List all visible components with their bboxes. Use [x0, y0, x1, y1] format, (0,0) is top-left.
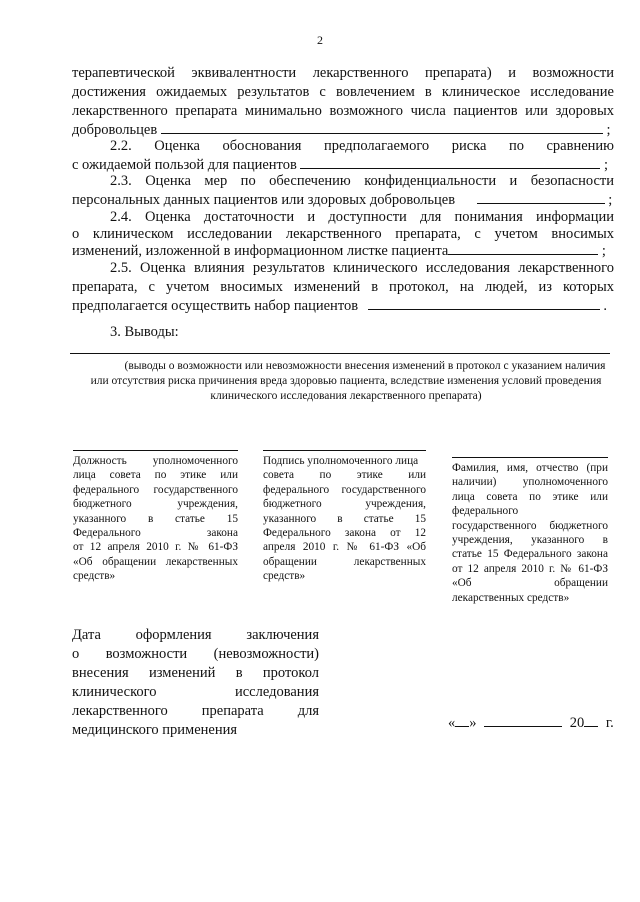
fill-blank — [300, 156, 600, 169]
body-line: лекарственного препарата минимально возможного числа пациентов или здоровых — [72, 103, 614, 119]
signature-col-position: Должность уполномоченного лица совета по этике или федерального государственного бюджетного учреждения, указанного в статье 15 Федерального закона от 12 апреля 2010 г. № 61-ФЗ «Об обращении лекарственных средств» — [73, 450, 238, 584]
body-line: 2.5. Оценка влияния результатов клинического исследования лекарственного — [110, 260, 614, 276]
body-line: предполагается осуществить набор пациентов . — [72, 298, 607, 314]
year-blank — [584, 714, 598, 727]
conclusions-line — [70, 353, 610, 354]
fill-blank — [477, 191, 605, 204]
date-label-line: Дата оформления заключения — [72, 627, 319, 643]
body-line: 2.2. Оценка обоснования предполагаемого риска по сравнению — [110, 138, 614, 154]
body-line: 2.3. Оценка мер по обеспечению конфиденциальности и безопасности — [110, 173, 614, 189]
body-line: изменений, изложенной в информационном листке пациента ; — [72, 243, 606, 259]
conclusions-note-line: или отсутствия риска причинения вреда здоровью пациента, вследствие изменения условий проведения — [90, 375, 602, 387]
date-label-line: клинического исследования — [72, 684, 319, 700]
page-number: 2 — [317, 33, 323, 47]
section-heading: 3. Выводы: — [110, 324, 179, 340]
body-line: добровольцев ; — [72, 122, 611, 138]
signature-col-signature: Подпись уполномоченного лица совета по этике или федерального государственного бюджетного учреждения, указанного в статье 15 Федерального закона от 12 апреля 2010 г. № 61-ФЗ «Об обращении лекарственных средств» — [263, 450, 426, 584]
conclusions-note-line: (выводы о возможности или невозможности внесения изменений в протокол с указанием наличия — [124, 360, 606, 372]
signature-col-fio: Фамилия, имя, отчество (при наличии) уполномоченного лица совета по этике или федерального государственного бюджетного учреждения, указанного в статье 15 Федерального закона от 12 апреля 2010 г. № 61-ФЗ «Об обращении лекарственных средств» — [452, 457, 608, 605]
date-label-line: внесения изменений в протокол — [72, 665, 319, 681]
date-field: « » 20 г. — [448, 715, 614, 731]
body-line: персональных данных пациентов или здоровых добровольцев ; — [72, 192, 613, 208]
date-label-line: о возможности (невозможности) — [72, 646, 319, 662]
conclusions-note-line: клинического исследования лекарственного препарата) — [210, 390, 482, 402]
body-line: о клиническом исследовании лекарственного препарата, с учетом вносимых — [72, 226, 614, 242]
date-label-line: медицинского применения — [72, 722, 238, 738]
body-line: с ожидаемой пользой для пациентов ; — [72, 157, 609, 173]
body-line: препарата, с учетом вносимых изменений в протокол, на людей, из которых — [72, 279, 614, 295]
month-blank — [484, 714, 562, 727]
fill-blank — [368, 297, 600, 310]
fill-blank — [448, 242, 598, 255]
day-blank — [455, 714, 469, 727]
body-line: достижения ожидаемых результатов с вовлечением в клиническое исследование — [72, 84, 614, 100]
body-line: терапевтической эквивалентности лекарственного препарата) и возможности — [72, 65, 614, 81]
date-label-line: лекарственного препарата для — [72, 703, 319, 719]
body-line: 2.4. Оценка достаточности и доступности для понимания информации — [110, 209, 614, 225]
fill-blank — [161, 121, 603, 134]
